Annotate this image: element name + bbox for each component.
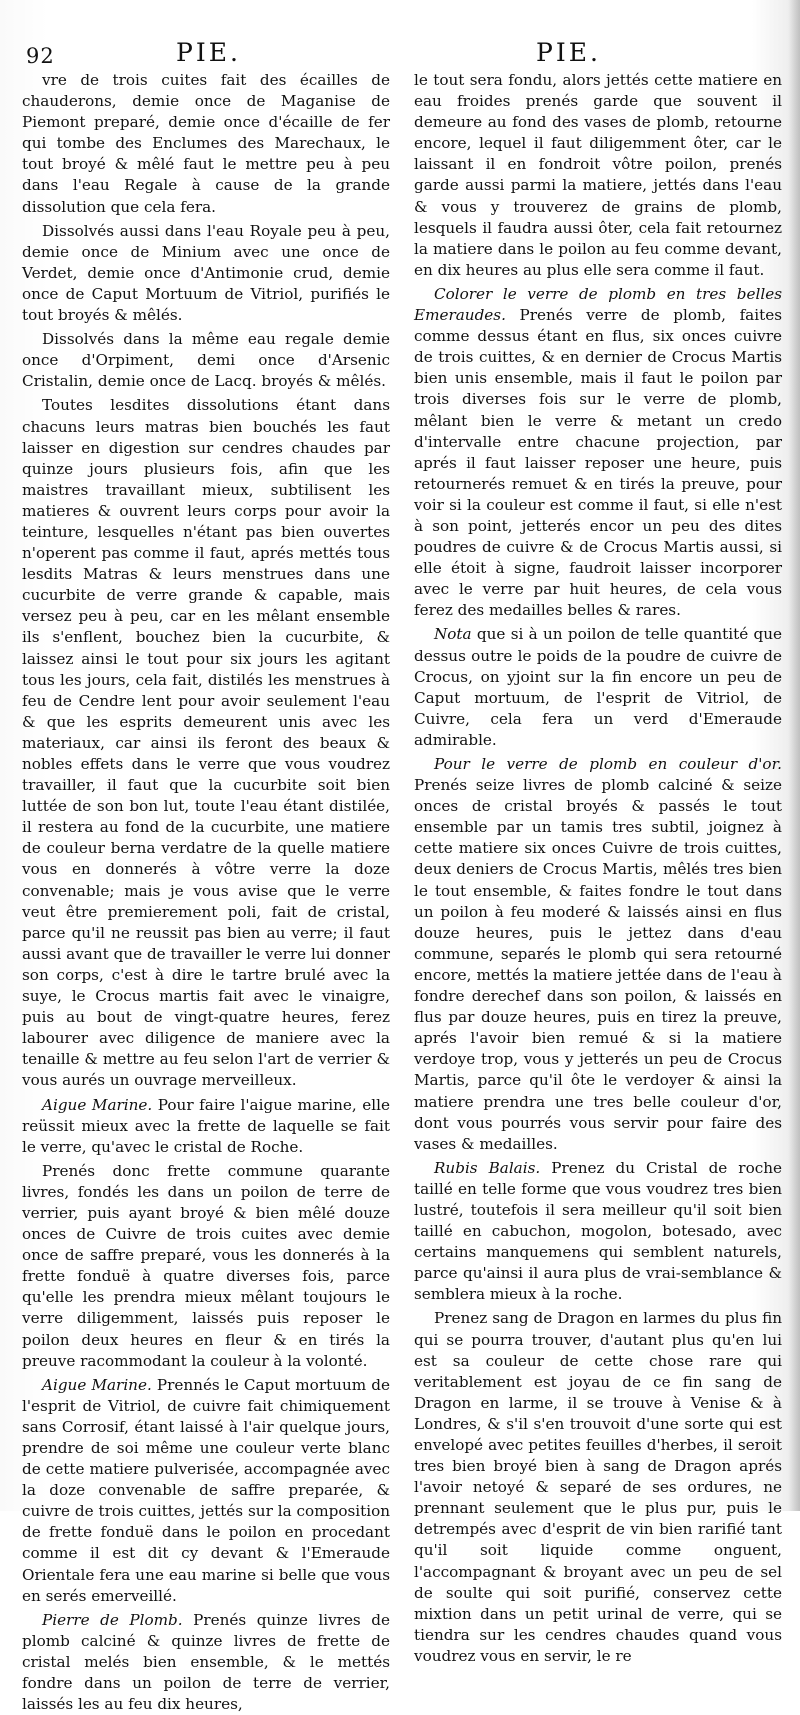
paragraph-text: Prenés verre de plomb, faites comme dessus étant en flus, six onces cuivre de trois cuittes, & en dernier de Crocus Martis bien unis ensemble, mais il faut le poilon par trois diverses fois sur le verre de plomb, mêlant bien le verre & metant un credo d'intervalle entre chacune projection, par aprés il faut laisser reposer une heure, puis retournerés remuet & en tirés la preuve, pour voir si la couleur est comme il faut, si elle n'est à son point, jetterés encor un peu des dites poudres de cuivre & de Crocus Martis aussi, si elle étoit à signe, faudroit laisser incorporer avec le verre par huit heures, de cela vous ferez des medailles belles & rares. [414,306,782,620]
paragraph [22,329,390,392]
paragraph-text: Dissolvés aussi dans l'eau Royale peu à peu, demie once de Minium avec une once de Verdet, demie once d'Antimonie crud, demie once de Caput Mortuum de Vitriol, purifiés le tout broyés & mêlés. [22,221,390,325]
paragraph-heading: Pour le verre de plomb en couleur d'or. [434,755,782,773]
paragraph-text: Prenés seize livres de plomb calciné & seize onces de cristal broyés & passés le tout ensemble par un tamis tres subtil, joignez à cette matiere six onces Cuivre de trois cuittes, deux deniers de Crocus Martis, mêlés tres bien le tout ensemble, & faites fondre le tout dans un poilon à feu moderé & laissés ainsi en flus douze heures, puis le jettez dans d'eau commune, separés le plomb qui sera retourné encore, mettés la matiere jettée dans de l'eau à fondre derechef dans son poilon, & laissés en flus par douze heures, puis en tirez la preuve, aprés l'avoir bien remué & si la matiere verdoye trop, vous y jetterés un peu de Crocus Martis, parce qu'il ôte le verdoyer & ainsi la matiere prendra une tres belle couleur d'or, dont vous pourrés vous servir pour faire des vases & medailles. [414,776,782,1153]
paragraph-text: le tout sera fondu, alors jettés cette matiere en eau froides prenés garde que souvent il demeure au fond des vases de plomb, retourne encore, lequel il faut diligemment ôter, car le laissant il en fondroit vôtre poilon, prenés garde aussi parmi la matiere, jettés dans l'eau & vous y trouverez de grains de plomb, lesquels il faudra aussi ôter, cela fait retournez la matiere dans le poilon au feu comme devant, en dix heures au plus elle sera comme il faut. [414,71,782,279]
paragraph-text: Prenez du Cristal de roche taillé en telle forme que vous voudrez tres bien lustré, toutefois il sera meilleur qu'il soit bien taillé en cabuchon, mogolon, botesado, avec certains manquemens qui semblent naturels, parce qu'ainsi il aura plus de vrai-semblance & semblera mieux à la roche. [414,1158,782,1304]
paragraph [414,70,782,281]
paragraph-heading: Nota [434,625,472,644]
text-columns [22,70,782,1714]
paragraph [22,221,390,326]
paragraph-heading: Aigue Marine. [42,1375,152,1394]
paragraph-text: Prenez sang de Dragon en larmes du plus fin qui se pourra trouver, d'autant plus qu'en lui est sa couleur de cette chose rare qui veritablement est joyau de ce fin sang de Dragon en larme, il se trouve à Venise & à Londres, & s'il s'en trouvoit d'une sorte qui est envelopé avec petites feuilles d'herbes, il seroit tres bien broyé bien à sang de Dragon aprés l'avoir netoyé & separé de ses ordures, ne prennant seulement que le plus pur, puis le detrempés avec d'esprit de vin bien rarifié tant qu'il soit liquide comme onguent, l'accompagnant & broyant avec un peu de sel de soulte qui soit purifié, conservez cette mixtion dans un petit urinal de verre, qui se tiendra sur les cendres chaudes quand vous voudrez vous en servir, le re [414,1309,782,1665]
paragraph [414,754,782,1155]
paragraph-text: Pour faire l'aigue marine, elle reüssit mieux avec la frette de laquelle se fait le verre, qu'avec le cristal de Roche. [22,1095,390,1156]
paragraph [22,1375,390,1607]
paragraph-text: Prenés donc frette commune quarante livres, fondés les dans un poilon de terre de verrier, puis ayant broyé & bien mêlé douze onces de Cuivre de trois cuites avec demie once de saffre preparé, vous les donnerés à la frette fonduë à quatre diverses fois, parce qu'elle les prendra mieux mêlant toujours le verre diligemment, laissés puis reposer le poilon deux heures en fleur & en tirés la preuve racommodant la couleur à la volonté. [22,1161,390,1370]
paragraph-text: Dissolvés dans la même eau regale demie once d'Orpiment, demi once d'Arsenic Cristalin, demie once de Lacq. broyés & mêlés. [22,330,390,391]
paragraph-text: Toutes lesdites dissolutions étant dans chacuns leurs matras bien bouchés les faut laisser en digestion sur cendres chaudes par quinze jours plusieurs fois, afin que les maistres travaillant mieux, subtilisent les matieres & ouvrent leurs corps pour avoir la teinture, lesquelles n'étant pas bien ouvertes n'operent pas comme il faut, aprés mettés tous lesdits Matras & leurs menstrues dans une cucurbite de verre grande & capable, mais versez peu à peu, car en les mêlant ensemble ils s'enflent, bouchez bien la cucurbite, & laissez ainsi le tout pour six jours les agitant tous les jours, cela fait, distilés les menstrues à feu de Cendre lent pour avoir seulement l'eau & que les esprits demeurent unis avec les materiaux, car ainsi ils feront des beaux & nobles effets dans le verre que vous voudrez travailler, il faut que la cucurbite soit bien luttée de son bon lut, toute l'eau étant distilée, il restera au fond de la cucurbite, une matiere de couleur berna verdatre de la quelle matiere vous en donnerés à vôtre verre la doze convenable; mais je vous avise que le verre veut être premierement poli, fait de cristal, parce qu'il ne reussit pas bien au verre; il faut aussi avant que de travailler le verre lui donner son corps, c'est à dire le tartre brulé avec la suye, le Crocus martis fait avec le vinaigre, puis au bout de vingt-quatre heures, ferez labourer avec diligence de maniere avec la tenaille & mettre au feu selon l'art de verrier & vous aurés un ouvrage merveilleux. [22,396,390,1090]
running-head-right: PIE. [536,38,601,67]
running-head-left: PIE. [176,38,241,67]
paragraph [22,395,390,1091]
paragraph [22,1095,390,1158]
page-number: 92 [26,44,55,68]
paragraph [22,1161,390,1372]
paragraph-heading: Pierre de Plomb. [42,1610,183,1629]
paragraph [414,624,782,751]
paragraph-text: Prenés quinze livres de plomb calciné & quinze livres de frette de cristal melés bien ensemble, & le mettés fondre dans un poilon de terre de verrier, laissés les au feu dix heures, [22,1610,390,1714]
paragraph [414,1158,782,1306]
paragraph-heading: Rubis Balais. [434,1158,541,1177]
paragraph-text: vre de trois cuites fait des écailles de chauderons, demie once de Maganise de Piemont preparé, demie once d'écaille de fer qui tombe des Enclumes des Marechaux, le tout broyé & mêlé faut le mettre peu à peu dans l'eau Regale à cause de la grande dissolution que cela fera. [22,71,390,216]
paragraph [414,284,782,622]
left-column [22,70,390,1714]
page-edge-shadow [788,0,800,1511]
paragraph-heading: Colorer le verre de plomb en tres belles Emeraudes. [414,284,782,325]
paragraph-text: que si à un poilon de telle quantité que dessus outre le poids de la poudre de cuivre de Crocus, on yjoint sur la fin encore un peu de Caput mortuum, de l'esprit de Vitriol, de Cuivre, cela fera un verd d'Emeraude admirable. [414,625,782,749]
right-column [414,70,782,1665]
paragraph-heading: Aigue Marine. [42,1095,153,1114]
paragraph [22,1610,390,1715]
paragraph [22,70,390,218]
paragraph [414,1308,782,1667]
paragraph-text: Prennés le Caput mortuum de l'esprit de Vitriol, de cuivre fait chimiquement sans Corrosif, étant laissé à l'air quelque jours, prendre de soi même une couleur verte blanc de cette matiere pulverisée, accompagnée avec la doze convenable de saffre preparée, & cuivre de trois cuittes, jettés sur la composition de frette fonduë dans le poilon en procedant comme il est dit cy devant & l'Emeraude Orientale fera une eau marine si belle que vous en serés emerveillé. [22,1375,390,1605]
